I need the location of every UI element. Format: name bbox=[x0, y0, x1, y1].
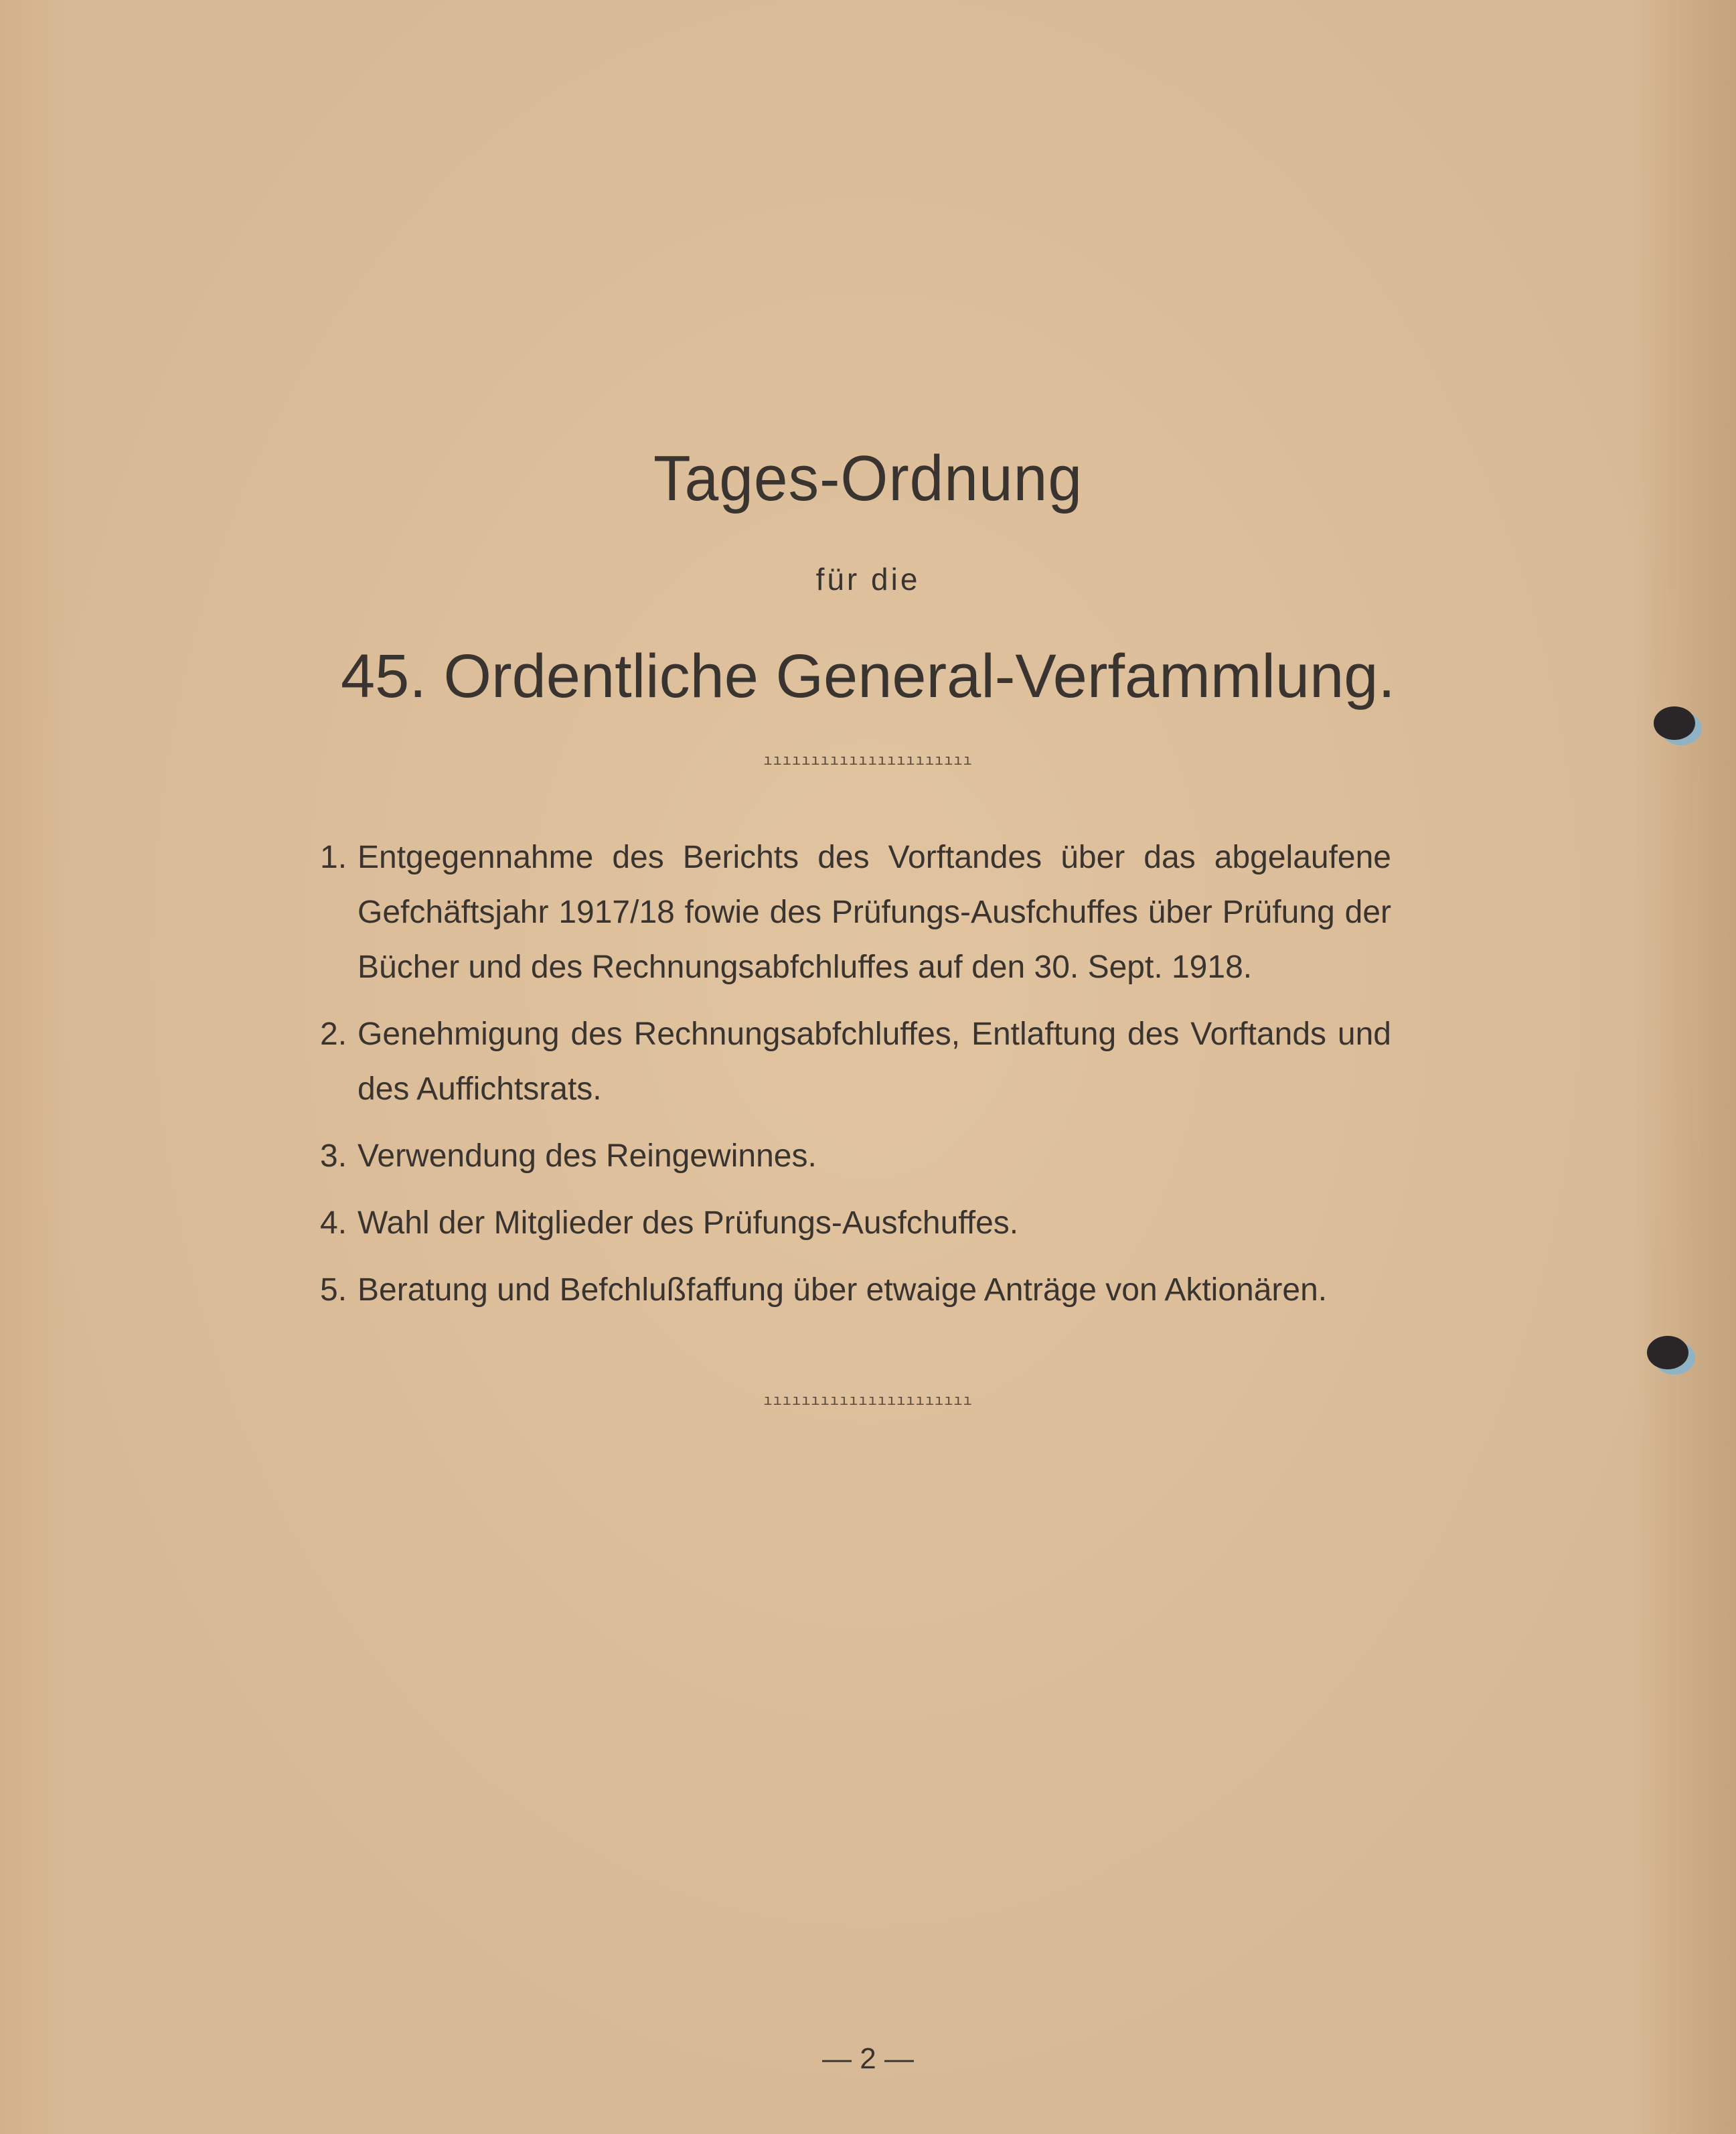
ornament-divider-bottom: ıııııııııııııııııııııı bbox=[763, 1393, 973, 1409]
agenda-item bbox=[320, 1196, 1391, 1251]
agenda-item bbox=[320, 1007, 1391, 1117]
agenda-item-text: Beratung und Befchlußfaffung über etwaige Anträge von Aktionären. bbox=[358, 1272, 1328, 1308]
agenda-item bbox=[320, 1263, 1391, 1318]
punch-hole-icon bbox=[1654, 706, 1695, 740]
agenda-item-number: 1. bbox=[320, 840, 347, 875]
page-number: — 2 — bbox=[822, 2042, 914, 2075]
agenda-item-text: Entgegennahme des Berichts des Vorftandes über das abgelaufene Gefchäftsjahr 1917/18 fowie des Prüfungs-Ausfchuffes über Prüfung der Bücher und des Rechnungsabfchluffes auf den 30. Sept. 1918. bbox=[358, 840, 1391, 985]
agenda-item-number: 3. bbox=[320, 1138, 347, 1174]
agenda-item-text: Wahl der Mitglieder des Prüfungs-Ausfchuffes. bbox=[358, 1205, 1019, 1241]
agenda-list bbox=[320, 830, 1391, 1330]
agenda-item-number: 2. bbox=[320, 1016, 347, 1052]
agenda-item-text: Genehmigung des Rechnungsabfchluffes, Entlaftung des Vorftands und des Auffichtsrats. bbox=[358, 1016, 1391, 1107]
agenda-item bbox=[320, 830, 1391, 995]
punch-hole-icon bbox=[1647, 1336, 1688, 1369]
subtitle: für die bbox=[815, 562, 921, 597]
agenda-item bbox=[320, 1129, 1391, 1184]
assembly-heading: 45. Ordentliche General-Verfammlung. bbox=[340, 642, 1395, 710]
agenda-item-number: 4. bbox=[320, 1205, 347, 1241]
agenda-item-text: Verwendung des Reingewinnes. bbox=[358, 1138, 817, 1174]
agenda-item-number: 5. bbox=[320, 1272, 347, 1308]
ornament-divider-top: ıııııııııııııııııııııı bbox=[763, 753, 973, 769]
page-title: Tages-Ordnung bbox=[653, 443, 1083, 514]
